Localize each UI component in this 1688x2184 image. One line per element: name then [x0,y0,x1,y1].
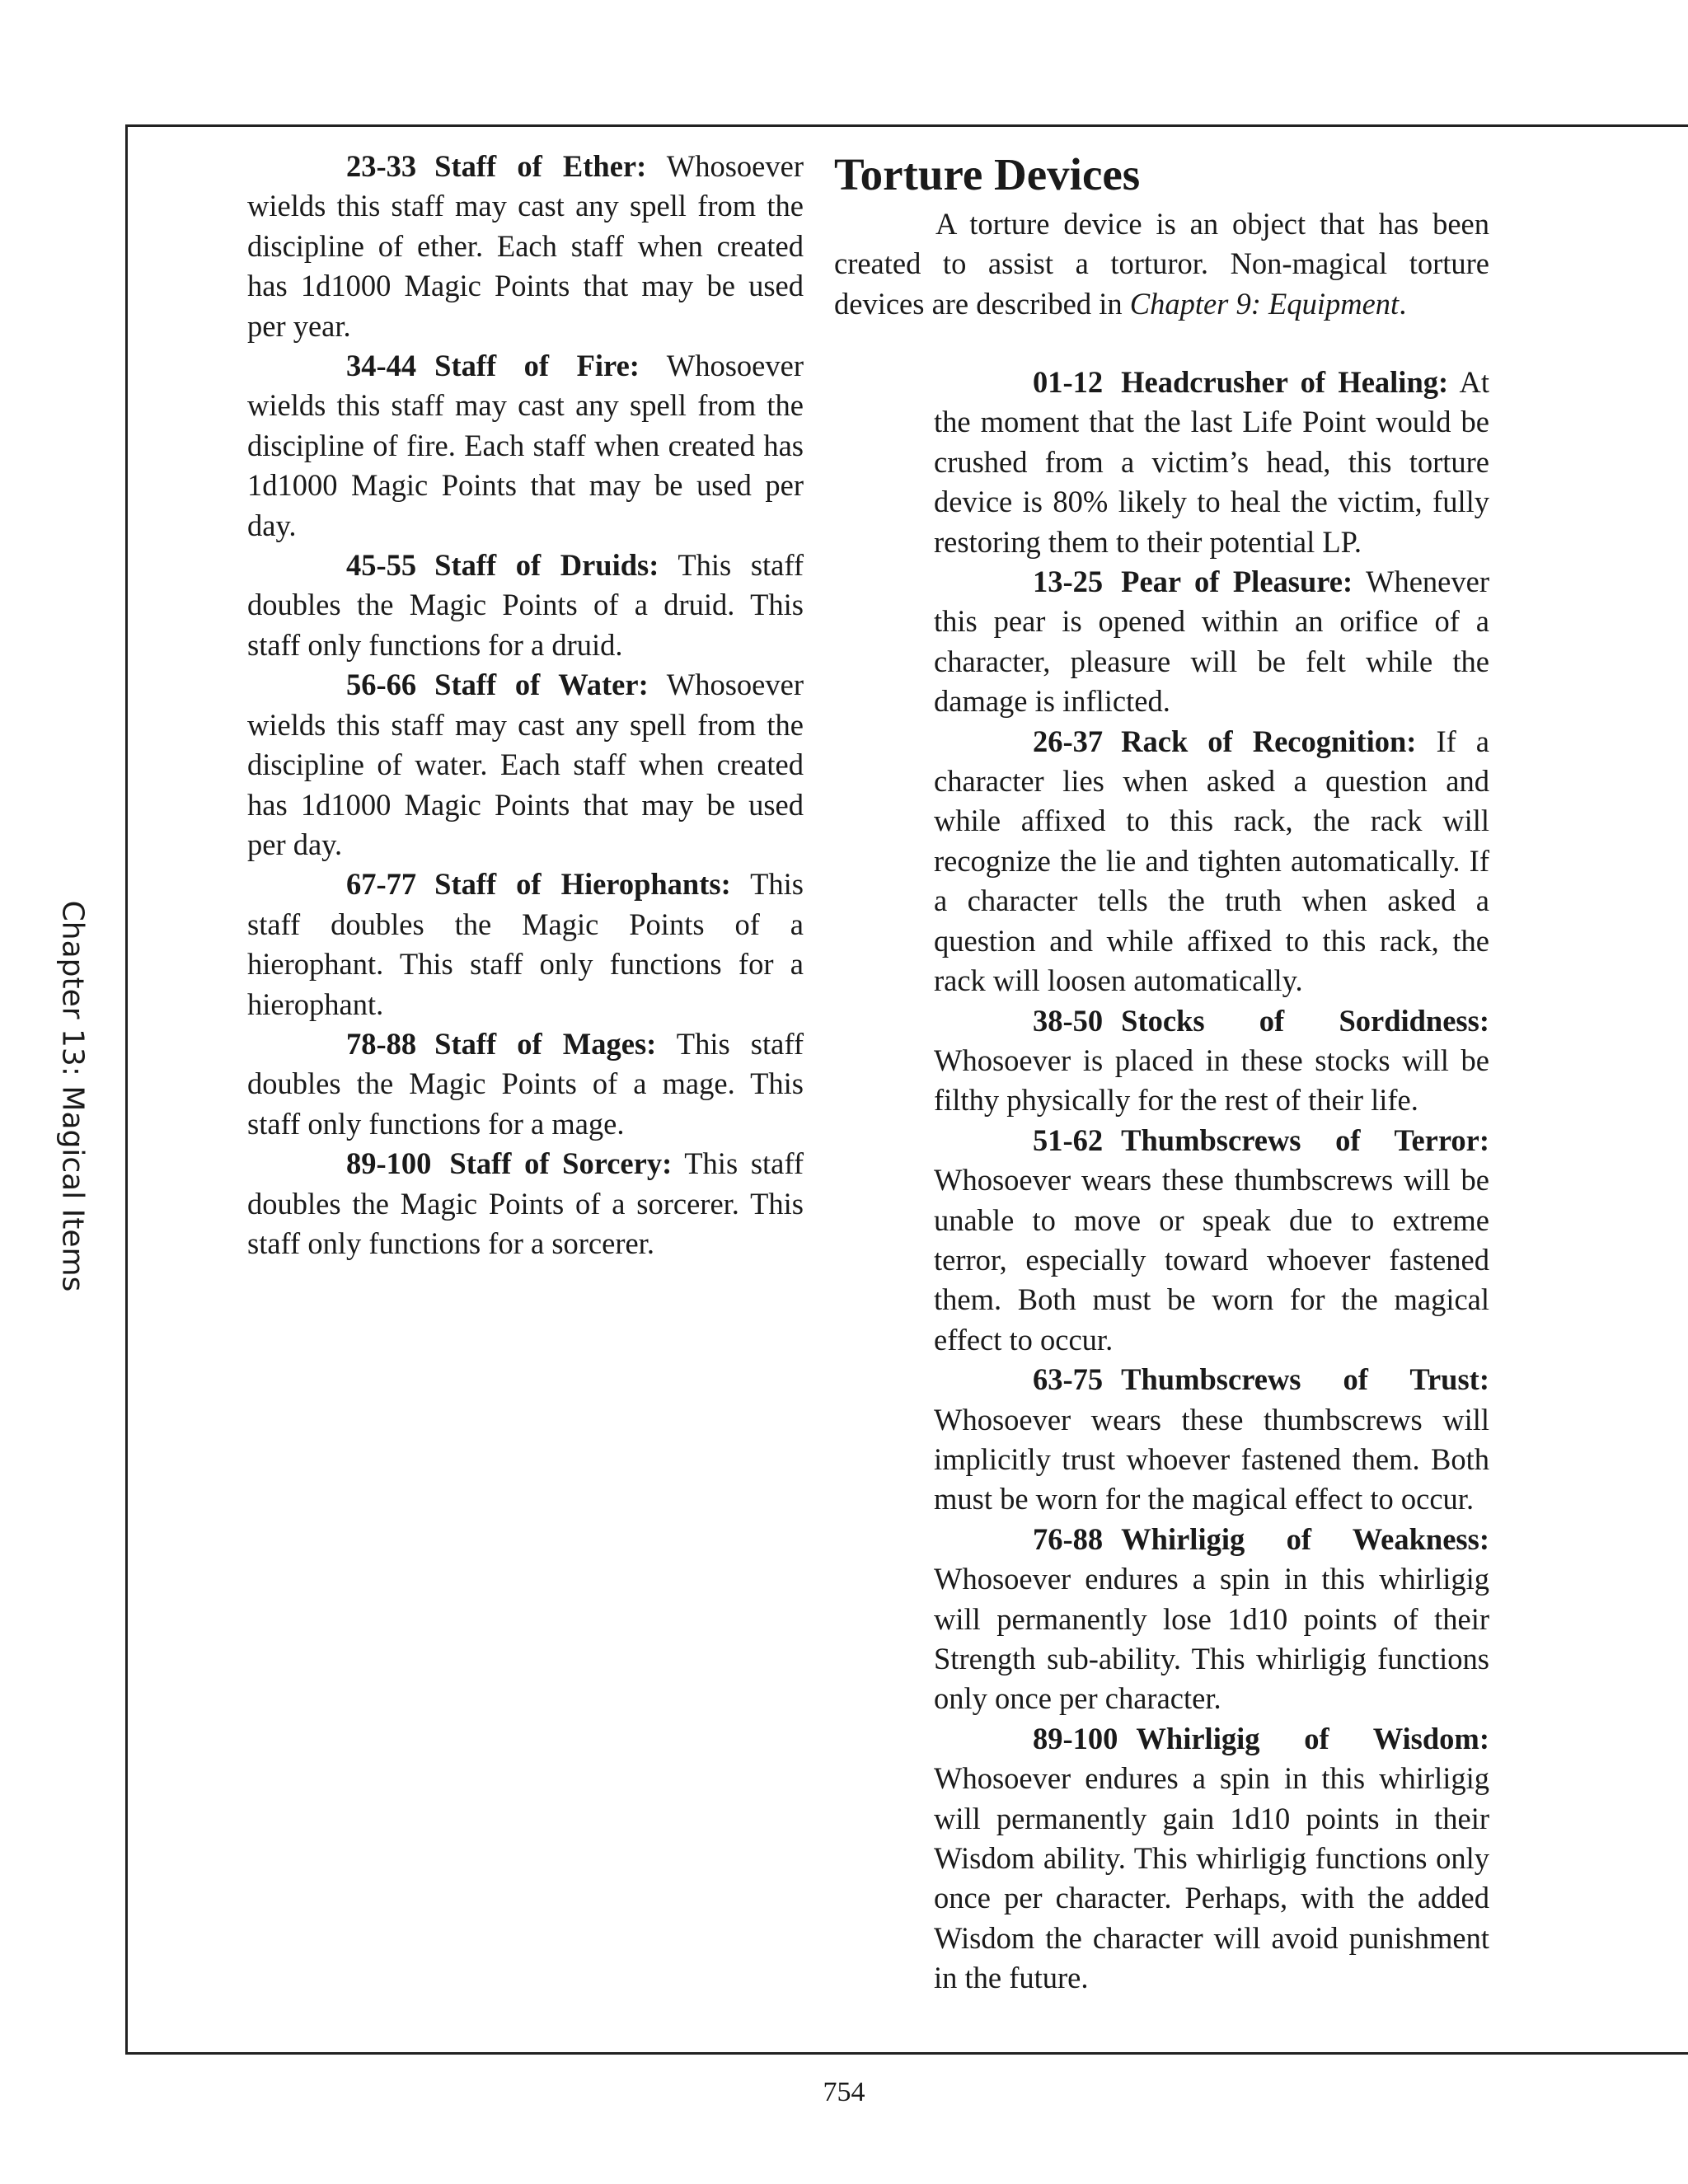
entry-range: 13-25 [1033,565,1104,599]
left-entry [247,665,804,865]
entry-name: Staff of Fire: [434,349,640,383]
right-entry [934,363,1489,562]
entry-range: 67-77 [346,867,417,902]
entry-text: Whosoever wields this staff may cast any spell from the discipline of water. Each staff when created has 1d1000 Magic Points that may be used per day. [247,668,804,861]
right-entry [934,1360,1489,1520]
entry-range: 89-100 [1033,1721,1118,1755]
right-entry [934,1719,1489,1999]
entry-name: Staff of Hierophants: [434,867,731,902]
entry-range: 26-37 [1033,724,1104,758]
entry-range: 45-55 [346,548,417,583]
right-entry [934,1520,1489,1719]
left-entry [247,1144,804,1263]
left-entry [247,865,804,1024]
entry-text: This staff doubles the Magic Points of a druid. This staff only functions for a druid. [247,548,804,662]
left-column [247,147,804,1263]
entry-name: Whirligig of Weakness: [1121,1521,1489,1556]
entry-range: 56-66 [346,668,417,702]
entry-name: Stocks of Sordidness: [1121,1003,1489,1038]
entry-text: Whosoever wields this staff may cast any spell from the discipline of fire. Each staff when created has 1d1000 Magic Points that may be used per day. [247,349,804,542]
section-intro-block [834,148,1489,324]
left-entry [247,147,804,346]
left-entry [247,1024,804,1144]
entry-text: Whosoever is placed in these stocks will be filthy physically for the rest of their life. [934,1043,1489,1118]
page-number: 754 [823,2077,865,2107]
entry-text: If a character lies when asked a question and while affixed to this rack, the rack will recognize the lie and tighten automatically. If a character tells the truth when asked a question and while affixed to this rack, the rack will loosen automatically. [934,724,1490,998]
entry-name: Staff of Druids: [434,548,659,583]
chapter-reference: Chapter 9: Equipment [1129,286,1400,321]
entry-text: Whosoever wears these thumbscrews will implicitly trust whoever fastened them. Both must be worn for the magical effect to occur. [934,1402,1489,1516]
entry-text: This staff doubles the Magic Points of a hierophant. This staff only functions for a hierophant. [247,867,804,1021]
entry-name: Headcrusher of Healing: [1121,365,1449,399]
left-entry [247,546,804,665]
entry-name: Staff of Water: [434,668,649,702]
entry-text: At the moment that the last Life Point would be crushed from a victim’s head, this torture device is 80% likely to heal the victim, fully restoring them to their potential LP. [934,365,1489,559]
section-intro [834,204,1489,324]
entry-name: Thumbscrews of Terror: [1121,1122,1489,1157]
entry-text: Whenever this pear is opened within an orifice of a character, pleasure will be felt while the damage is inflicted. [934,565,1489,719]
section-title: Torture Devices [834,149,1141,199]
entry-name: Rack of Recognition: [1121,724,1417,758]
entry-text: Whosoever wears these thumbscrews will be unable to move or speak due to extreme terror, especially toward whoever fastened them. Both must be worn for the magical effect to occur. [934,1163,1489,1357]
entry-range: 51-62 [1033,1122,1104,1157]
entry-range: 89-100 [346,1146,432,1181]
right-entry [934,1001,1489,1121]
entry-name: Pear of Pleasure: [1121,565,1353,599]
entry-text: Whosoever wields this staff may cast any spell from the discipline of ether. Each staff when created has 1d1000 Magic Points that may be used per year. [247,149,804,343]
chapter-side-label: Chapter 13: Magical Items [55,900,90,1292]
right-entry [934,722,1489,1001]
entry-text: Whosoever endures a spin in this whirligig will permanently lose 1d10 points of their Strength sub-ability. This whirligig functions only once per character. [934,1562,1489,1716]
entry-range: 78-88 [346,1026,417,1061]
entry-range: 23-33 [346,149,417,183]
entry-name: Staff of Ether: [434,149,647,183]
intro-text: A torture device is an object that has been created to assist a torturor. Non-magical torture devices are described in [834,207,1489,321]
right-entry [934,562,1489,722]
entry-name: Thumbscrews of Trust: [1121,1362,1489,1397]
intro-end: . [1399,286,1407,321]
entry-text: Whosoever endures a spin in this whirligig will permanently gain 1d10 points in their Wisdom ability. This whirligig functions only once per character. Perhaps, with the added Wisdom the character will avoid punishment in the future. [934,1761,1489,1995]
entry-text: This staff doubles the Magic Points of a mage. This staff only functions for a mage. [247,1026,804,1141]
entry-name: Staff of Mages: [434,1026,657,1061]
entry-range: 76-88 [1033,1521,1104,1556]
left-entry [247,346,804,546]
entry-name: Staff of Sorcery: [449,1146,673,1181]
entry-range: 01-12 [1033,365,1104,399]
entry-text: This staff doubles the Magic Points of a sorcerer. This staff only functions for a sorcerer. [247,1146,804,1260]
entry-range: 38-50 [1033,1003,1104,1038]
entry-range: 63-75 [1033,1362,1104,1397]
entry-name: Whirligig of Wisdom: [1136,1721,1489,1755]
right-entry [934,1121,1489,1360]
right-column [934,363,1489,1999]
entry-range: 34-44 [346,349,417,383]
